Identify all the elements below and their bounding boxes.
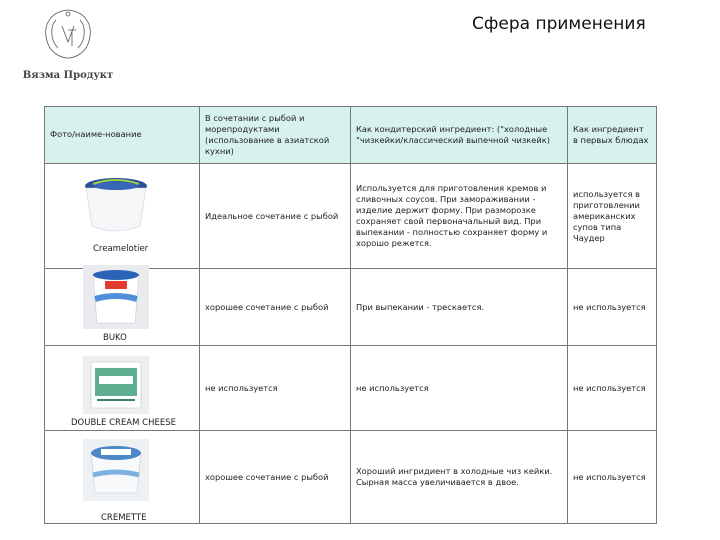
soups-usage-cell: не используется	[568, 269, 657, 346]
double-cream-cheese-product-image	[83, 356, 149, 414]
product-name: BUKO	[103, 333, 127, 343]
company-logo	[18, 6, 118, 86]
product-name: Creamelotier	[93, 244, 149, 254]
cremette-product-image	[83, 439, 149, 501]
product-cell	[45, 346, 200, 431]
buko-product-image	[83, 265, 149, 329]
table-row	[45, 346, 657, 431]
logo-text: Вязма Продукт	[22, 70, 114, 81]
page-title: Сфера применения	[472, 14, 646, 34]
fish-usage-cell: Идеальное сочетание с рыбой	[200, 164, 351, 269]
confectionery-usage-cell: Используется для приготовления кремов и сливочных соусов. При замораживании - изделие держит форму. При разморозке сохраняет свой первоначальный вид. При выпекании - полностью сохраняет форму и хорошо режется.	[351, 164, 568, 269]
column-header-soups: Как ингредиент в первых блюдах	[568, 107, 657, 164]
soups-usage-cell: не используется	[568, 431, 657, 524]
table-header-row	[45, 107, 657, 164]
confectionery-usage-cell: При выпекании - трескается.	[351, 269, 568, 346]
header-cell	[45, 107, 200, 164]
table-row	[45, 164, 657, 269]
product-cell	[45, 269, 200, 346]
product-cell	[45, 431, 200, 524]
column-header-confectionery: Как кондитерский ингредиент: ("холодные "чизкейки/классический выпечной чизкейк)	[351, 107, 568, 164]
confectionery-usage-cell: Хороший ингридиент в холодные чиз кейки. Сырная масса увеличивается в двое.	[351, 431, 568, 524]
table-row	[45, 431, 657, 524]
product-name: CREMETTE	[101, 513, 147, 523]
confectionery-usage-cell: не используется	[351, 346, 568, 431]
soups-usage-cell: не используется	[568, 346, 657, 431]
fish-usage-cell: хорошее сочетание с рыбой	[200, 269, 351, 346]
application-table	[44, 106, 657, 524]
column-header-photo: Фото/наиме-нование	[50, 129, 142, 139]
soups-usage-cell: используется в приготовлении американских супов типа Чаудер	[568, 164, 657, 269]
fish-usage-cell: не используется	[200, 346, 351, 431]
creamelotier-product-image	[83, 172, 149, 240]
product-name: DOUBLE CREAM CHEESE	[71, 418, 176, 428]
fish-usage-cell: хорошее сочетание с рыбой	[200, 431, 351, 524]
column-header-fish: В сочетании с рыбой и морепродуктами (использование в азиатской кухни)	[200, 107, 351, 164]
product-cell	[45, 164, 200, 269]
table-row	[45, 269, 657, 346]
